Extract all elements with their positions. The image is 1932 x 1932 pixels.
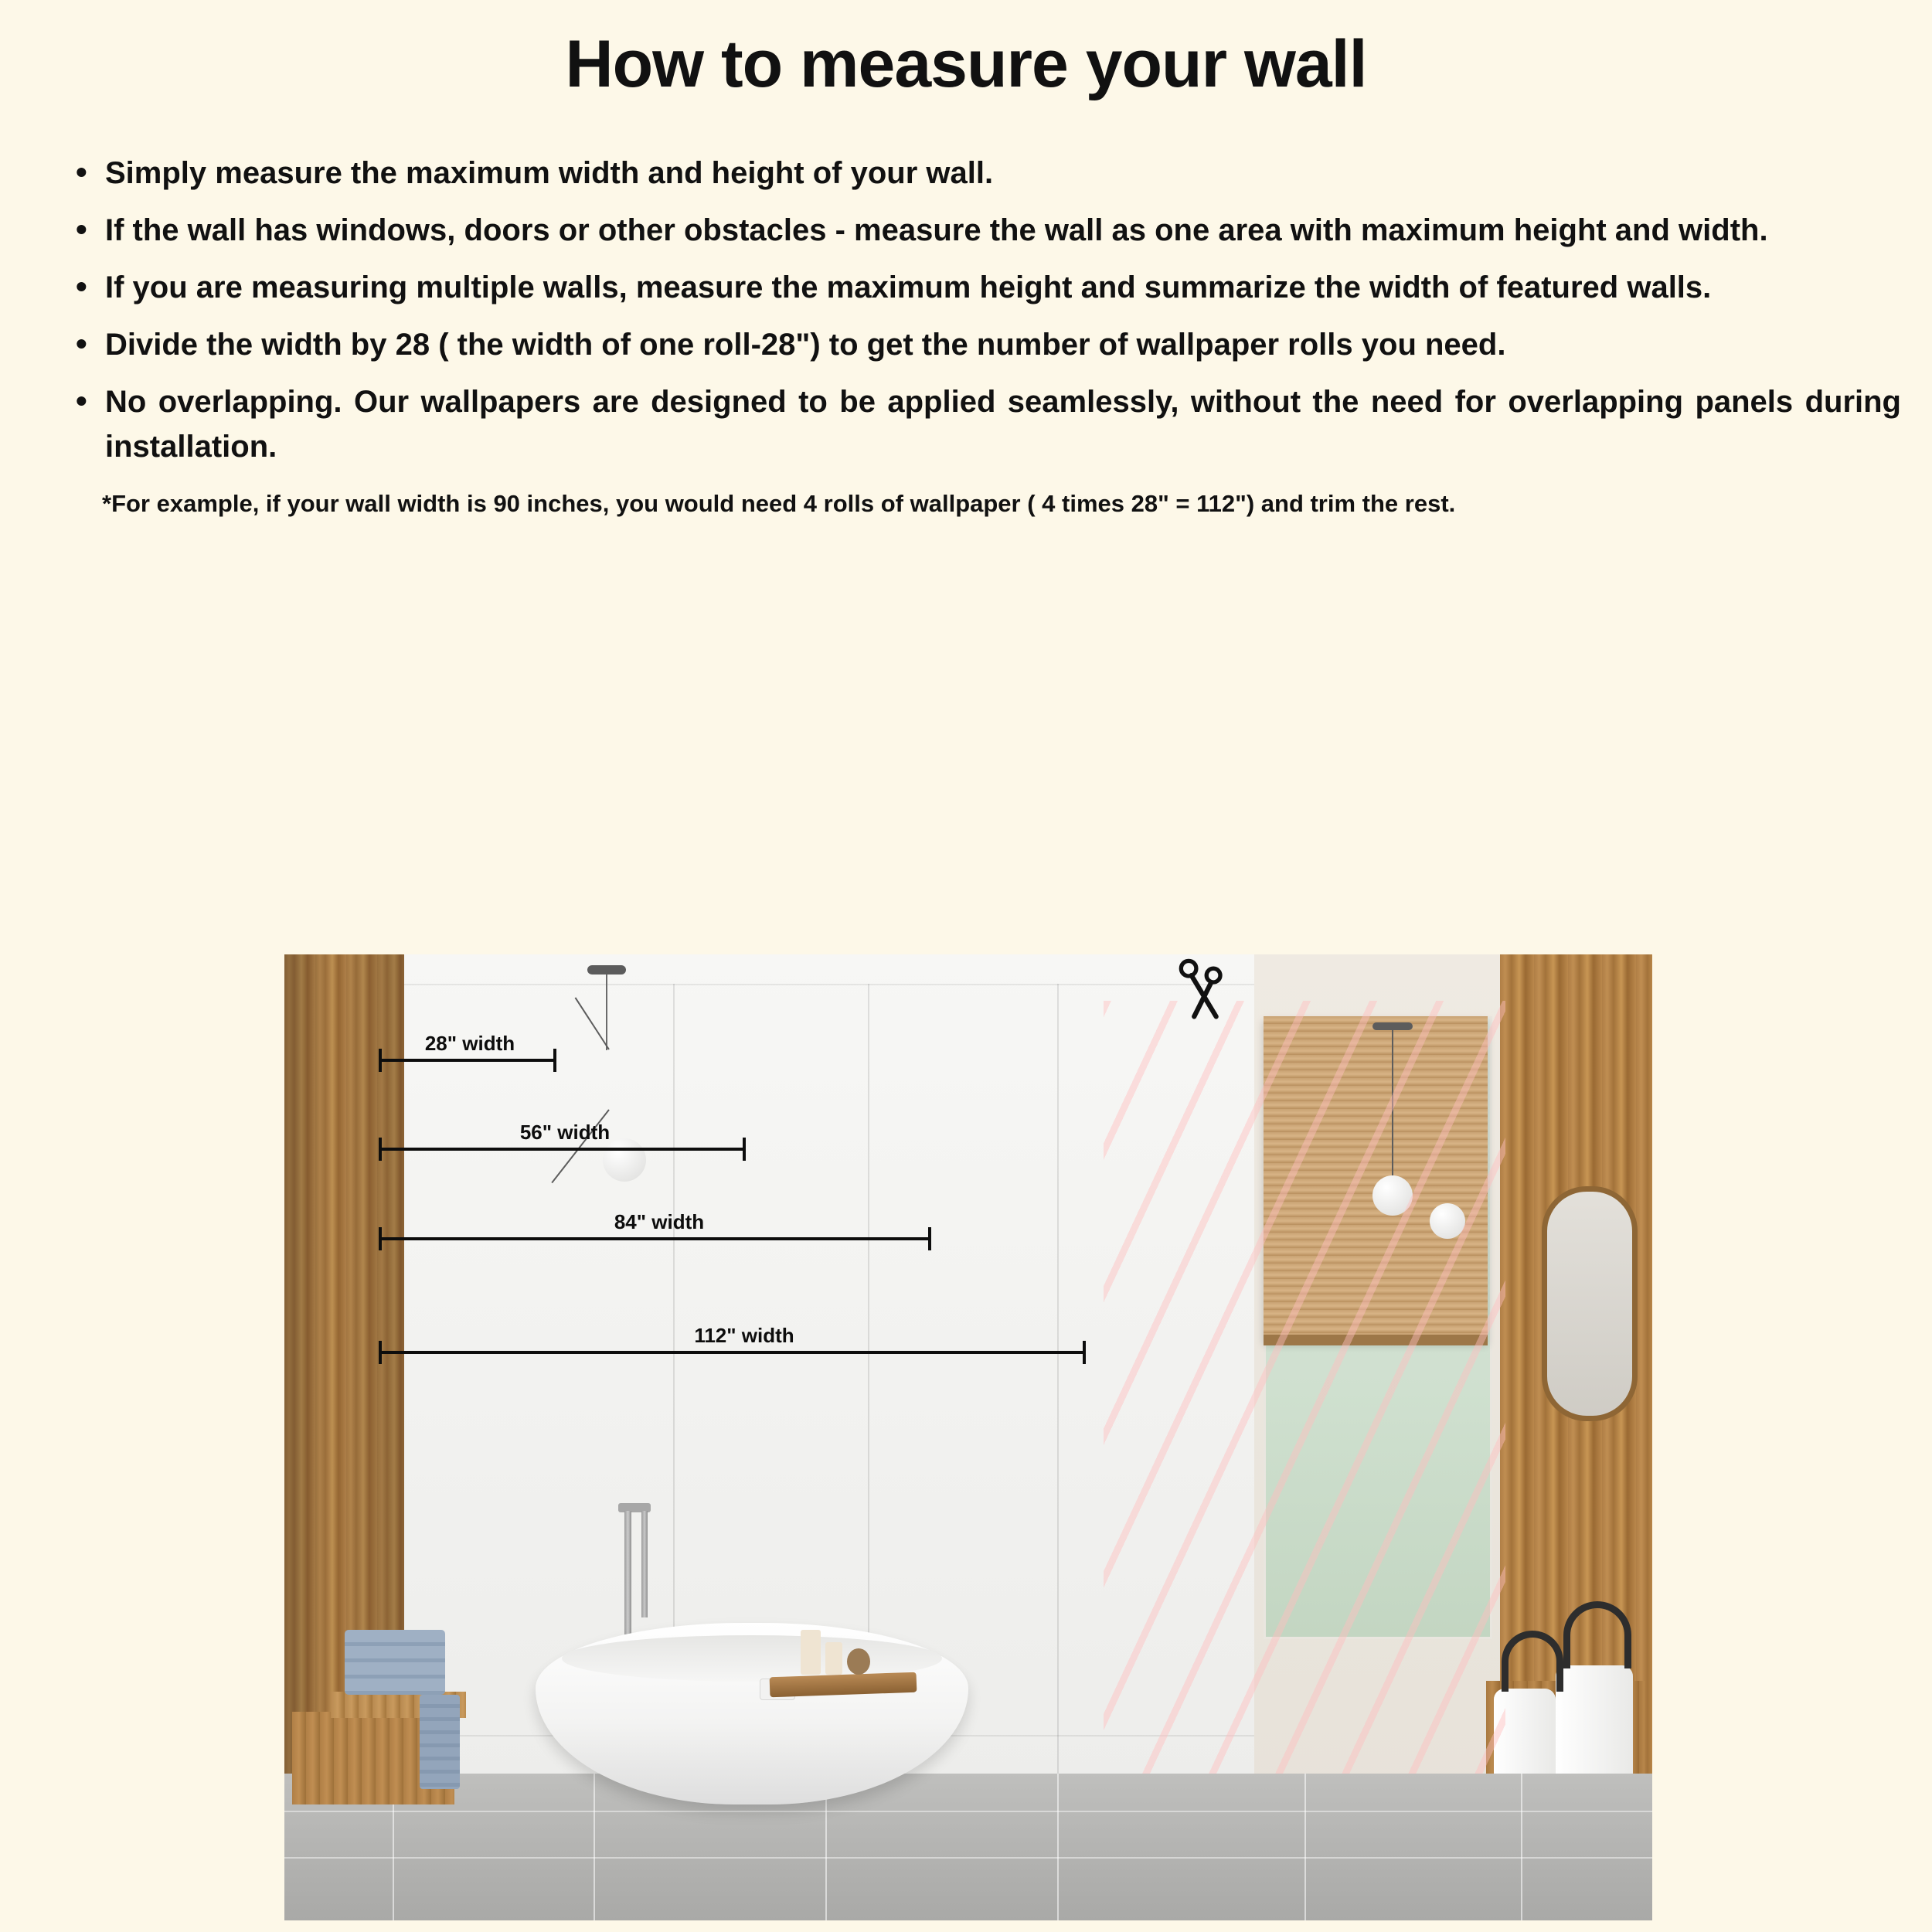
blind-bottom-bar [1264, 1335, 1488, 1345]
wall-seam-horizontal [404, 984, 1254, 985]
candle [801, 1630, 821, 1675]
measurement-label: 56" width [519, 1121, 611, 1144]
bamboo-blind [1264, 1016, 1488, 1341]
tile-line [1521, 1774, 1522, 1920]
tile-line [594, 1774, 595, 1920]
instructions-list [70, 151, 1901, 469]
measurement-label: 84" width [614, 1210, 705, 1233]
page-title: How to measure your wall [565, 27, 1367, 101]
list-item: • No overlapping. Our wallpapers are designed to be applied seamlessly, without the need for overlapping panels during installation. [70, 379, 1901, 469]
measurement-label: 112" width [694, 1324, 794, 1347]
example-note: *For example, if your wall width is 90 inches, you would need 4 rolls of wallpaper ( 4 times 28" = 112") and trim the rest. [102, 490, 1456, 517]
round-mirror [1542, 1186, 1638, 1421]
tiled-floor [284, 1774, 1652, 1920]
list-item: • Divide the width by 28 ( the width of one roll-28") to get the number of wallpaper rolls you need. [70, 322, 1901, 367]
measurement-label: 28" width [424, 1032, 515, 1055]
decor-ball [847, 1648, 870, 1675]
pendant-cord [1392, 1029, 1393, 1175]
folded-towels [345, 1630, 445, 1695]
arch-faucet [1563, 1601, 1631, 1668]
list-item: • If you are measuring multiple walls, measure the maximum height and summarize the width of featured walls. [70, 265, 1901, 310]
pendant-globe-light [1430, 1203, 1465, 1239]
scissors-icon [1173, 957, 1243, 1019]
wall-seam [1057, 984, 1059, 1866]
tub-faucet [624, 1511, 631, 1634]
tile-line [1057, 1774, 1059, 1920]
tile-line [284, 1811, 1652, 1812]
tile-line [284, 1857, 1652, 1859]
list-item: • Simply measure the maximum width and height of your wall. [70, 151, 1901, 196]
ceiling-cord [606, 975, 607, 1050]
measurement-arrow-28 [379, 1059, 556, 1062]
pendant-globe-light [1372, 1175, 1413, 1216]
arch-faucet [1502, 1631, 1563, 1692]
measurement-arrow-56 [379, 1148, 746, 1151]
tub-faucet-secondary [641, 1511, 648, 1617]
bathroom-illustration [284, 954, 1652, 1920]
candle [825, 1642, 842, 1675]
measurement-arrow-112 [379, 1351, 1086, 1354]
list-item: • If the wall has windows, doors or other obstacles - measure the wall as one area with maximum height and width. [70, 208, 1901, 253]
ceiling-plate [587, 965, 626, 975]
lamp-globe-light [603, 1138, 646, 1182]
tile-line [1304, 1774, 1306, 1920]
hanging-towel [420, 1695, 460, 1789]
measurement-arrow-84 [379, 1237, 931, 1240]
